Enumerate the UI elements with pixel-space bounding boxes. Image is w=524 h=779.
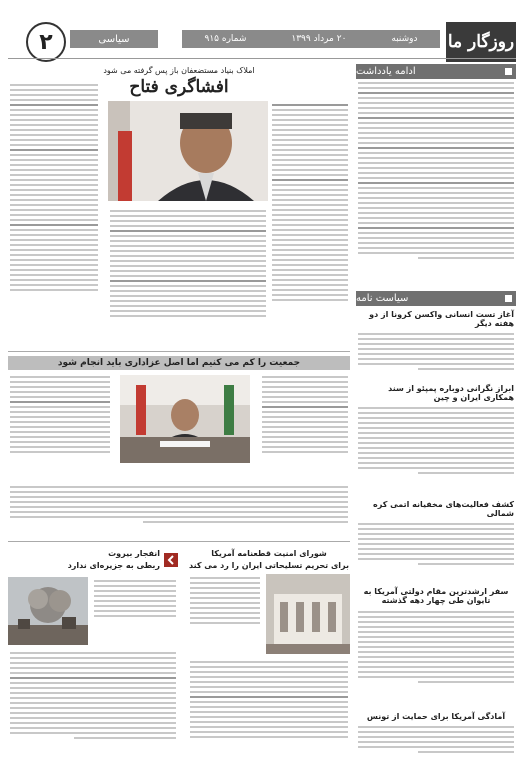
newspaper-logo: روزگار ما xyxy=(446,22,516,62)
story-pompeo-title: ابراز نگرانی دوباره پمپئو از سند همکاری ایران و چین xyxy=(388,384,514,402)
second-story xyxy=(8,373,350,483)
un-building-photo xyxy=(266,574,350,654)
square-bullet-icon xyxy=(505,68,512,75)
portrait-image xyxy=(108,101,268,201)
bottom-stories xyxy=(8,546,350,768)
unsc-story xyxy=(188,546,350,768)
beirut-explosion-photo xyxy=(8,577,88,645)
beirut-subtitle: ربطی به جزیره‌ای ندارد xyxy=(67,561,160,570)
continued-section-header: ادامه یادداشت xyxy=(356,64,516,79)
lead-photo xyxy=(108,101,268,201)
lead-kicker: املاک بنیاد مستضعفان باز پس گرفته می شود xyxy=(103,66,255,75)
story-tunisia-title: آمادگی آمریکا برای حمایت از تونس xyxy=(366,712,506,721)
issue-info-bar xyxy=(182,30,440,48)
beirut-title: انفجار بیروت xyxy=(108,549,160,558)
unsc-title: شورای امنیت قطعنامه آمریکا xyxy=(211,549,327,558)
story-vaccine-title: آغاز تست انسانی واکسن کرونا از دو هفته دیگر xyxy=(369,310,514,328)
second-headline-band xyxy=(8,356,350,370)
second-headline: جمعیت را کم می کنیم اما اصل عزاداری باید انجام شود xyxy=(57,358,301,368)
story-north-korea-title: کشف فعالیت‌های مخفیانه اتمی کره شمالی xyxy=(373,500,514,518)
explosion-image xyxy=(8,577,88,645)
issue-date: ۲۰ مرداد ۱۳۹۹ xyxy=(291,34,347,44)
section-label: سیاسی xyxy=(70,30,158,48)
un-building-image xyxy=(266,574,350,654)
story-taiwan-title: سفر ارشدترین مقام دولتی آمریکا به تایوان طی چهار دهه گذشته xyxy=(363,587,509,605)
right-column xyxy=(356,64,516,744)
chevron-left-icon xyxy=(164,553,178,567)
lead-story xyxy=(8,101,350,347)
header-divider xyxy=(8,58,516,59)
meeting-photo xyxy=(120,375,250,463)
meeting-image xyxy=(120,375,250,463)
square-bullet-icon xyxy=(505,295,512,302)
politics-section-header: سیاست نامه xyxy=(356,291,516,306)
lead-headline: افشاگری فتاح xyxy=(129,77,229,97)
unsc-subtitle: برای تحریم تسلیحاتی ایران را رد می کند xyxy=(188,561,350,570)
issue-number: شماره ۹۱۵ xyxy=(204,34,247,44)
page-number: ۲ xyxy=(26,22,66,62)
main-area xyxy=(8,64,350,768)
continued-text xyxy=(356,79,516,277)
beirut-story xyxy=(8,546,178,768)
issue-day: دوشنبه xyxy=(391,34,418,44)
page-header xyxy=(8,22,516,66)
